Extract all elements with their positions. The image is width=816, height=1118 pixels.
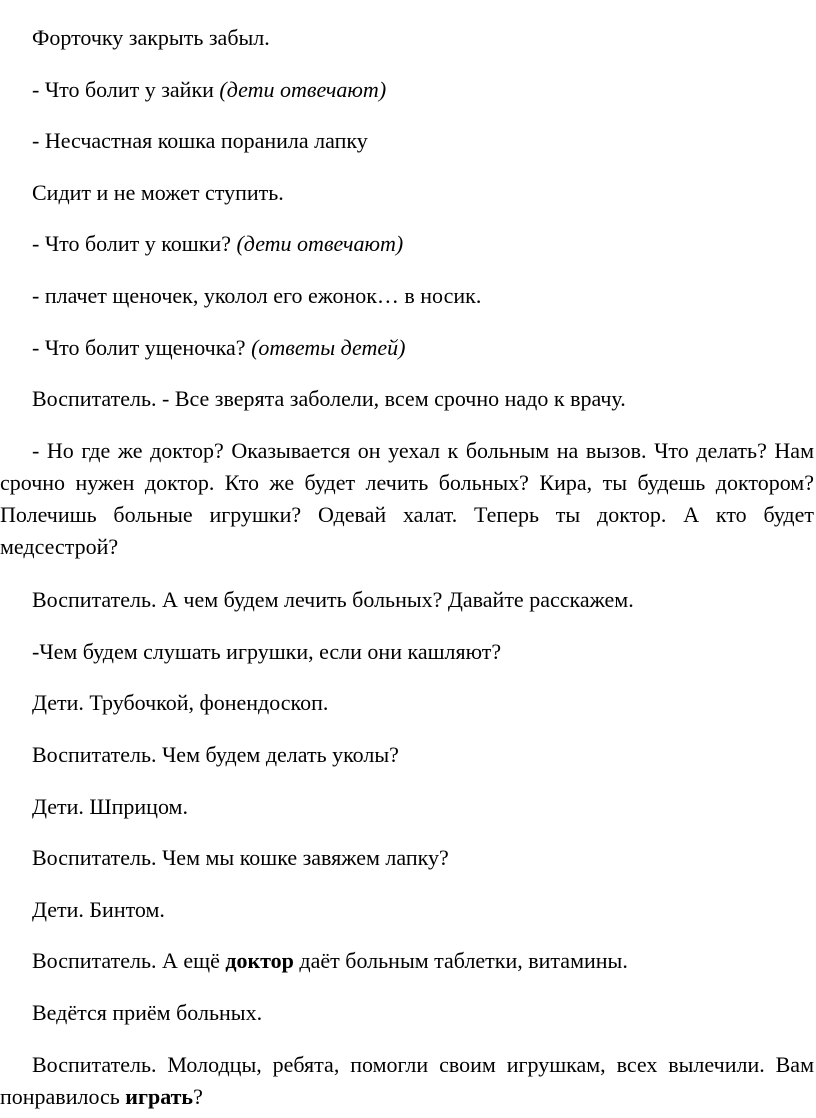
paragraph-19: Воспитатель. Молодцы, ребята, помогли своим игрушкам, всех вылечили. Вам понравилось играть? <box>0 1052 814 1109</box>
paragraph-13: Воспитатель. Чем будем делать уколы? <box>32 742 399 767</box>
paragraph-15: Воспитатель. Чем мы кошке завяжем лапку? <box>32 845 449 870</box>
paragraph-8: Воспитатель. - Все зверята заболели, всем срочно надо к врачу. <box>32 386 626 411</box>
stage-note: (дети отвечают) <box>219 77 387 102</box>
bold-word: доктор <box>225 948 294 973</box>
paragraph-18: Ведётся приём больных. <box>32 1000 263 1025</box>
bold-word: играть <box>125 1084 194 1109</box>
stage-note: (дети отвечают) <box>236 231 404 256</box>
paragraph-9: - Но где же доктор? Оказывается он уехал к больным на вызов. Что делать? Нам срочно нужен доктор. Кто же будет лечить больных? Кира, ты будешь доктором? Полечишь больные игрушки? Одевай халат. Теперь ты доктор. А кто будет медсестрой? <box>0 438 814 559</box>
paragraph-12: Дети. Трубочкой, фонендоскоп. <box>32 690 329 715</box>
paragraph-2: - Что болит у зайки (дети отвечают) <box>32 77 387 102</box>
paragraph-6: - плачет щеночек, уколол его ежонок… в носик. <box>32 283 482 308</box>
paragraph-5: - Что болит у кошки? (дети отвечают) <box>32 231 404 256</box>
paragraph-16: Дети. Бинтом. <box>32 897 165 922</box>
paragraph-7: - Что болит ущеночка? (ответы детей) <box>32 335 406 360</box>
paragraph-10: Воспитатель. А чем будем лечить больных? Давайте расскажем. <box>32 587 634 612</box>
paragraph-11: -Чем будем слушать игрушки, если они кашляют? <box>32 639 502 664</box>
paragraph-17: Воспитатель. А ещё доктор даёт больным таблетки, витамины. <box>32 948 628 973</box>
paragraph-3: - Несчастная кошка поранила лапку <box>32 128 368 153</box>
paragraph-4: Сидит и не может ступить. <box>32 180 284 205</box>
stage-note: (ответы детей) <box>251 335 406 360</box>
paragraph-1: Форточку закрыть забыл. <box>32 25 270 50</box>
paragraph-14: Дети. Шприцом. <box>32 794 188 819</box>
